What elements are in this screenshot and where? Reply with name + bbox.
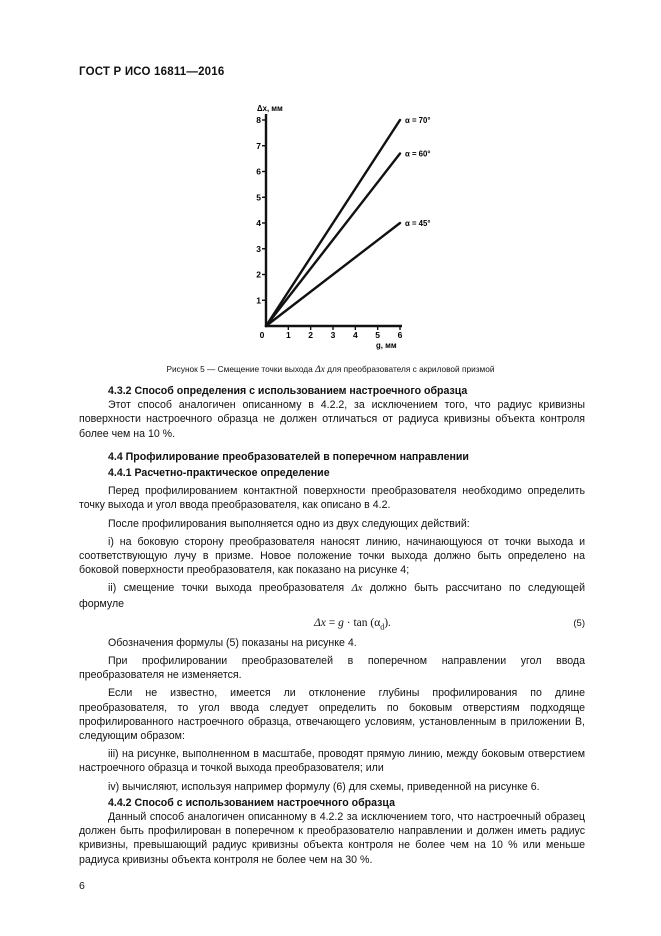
formula-number: (5) <box>573 617 585 629</box>
offset-chart <box>240 98 470 360</box>
caption-suffix: для преобразователя с акриловой призмой <box>324 364 495 374</box>
list-item-iv: iv) вычисляют, используя например формулу (6) для схемы, приведенной на рисунке 6. <box>108 780 540 793</box>
y-tick-label: 5 <box>256 192 261 203</box>
section-4-4-2-title: 4.4.2 Способ с использованием настроечного образца <box>108 796 395 809</box>
y-axis-title: Δx, мм <box>257 104 283 113</box>
caption-variable: Δx <box>315 365 325 375</box>
x-tick-label: 1 <box>285 330 291 340</box>
y-tick-label: 7 <box>256 140 261 151</box>
list-item-ii-pre: ii) смещение точки выхода преобразователя <box>108 582 352 595</box>
section-4-3-2-title: 4.3.2 Способ определения с использованием настроечного образца <box>108 385 468 397</box>
page-number: 6 <box>79 880 85 892</box>
formula-expression: $\Delta x = g \cdot \tan (\alpha_d)$. <box>314 616 391 632</box>
list-item-ii-variable: Δx <box>351 583 363 595</box>
y-tick-label: 2 <box>256 269 261 280</box>
section-4-3-2-body: Этот способ аналогичен описанному в 4.2.2, за исключением того, что радиус кривизны поверхности настроечного образца не должен отличаться от радиуса кривизны объекта контроля более чем на 10 %. <box>79 399 585 440</box>
list-item-iii: iii) на рисунке, выполненном в масштабе, проводят прямую линию, между боковым отверстием настроечного образца и точкой выхода преобразователя; или <box>79 748 585 775</box>
x-tick-label: 2 <box>308 330 314 340</box>
list-item-ii-post: должно быть рассчитано по следующей формуле <box>79 582 585 610</box>
series-label: α = 60° <box>405 149 431 159</box>
list-item-ii <box>79 581 585 610</box>
paragraph: Обозначения формулы (5) показаны на рисунке 4. <box>108 636 357 649</box>
paragraph: Перед профилированием контактной поверхности преобразователя необходимо определить точку выхода и угол ввода преобразователя, как описано в 4.2. <box>79 485 585 512</box>
section-4-4-title: 4.4 Профилирование преобразователей в поперечном направлении <box>108 450 469 463</box>
x-axis-title: g, мм <box>376 341 397 350</box>
series-label: α = 45° <box>405 219 431 228</box>
chart-series <box>266 120 400 326</box>
x-tick-label: 0 <box>259 330 265 340</box>
series-label: α = 70° <box>405 116 431 125</box>
y-tick-label: 4 <box>256 218 261 228</box>
document-body <box>79 384 585 867</box>
document-standard-header: ГОСТ Р ИСО 16811—2016 <box>79 66 225 78</box>
section-4-4-1-title: 4.4.1 Расчетно-практическое определение <box>108 467 330 480</box>
x-tick-label: 4 <box>352 330 358 340</box>
x-tick-label: 3 <box>330 330 336 340</box>
x-tick-label: 6 <box>397 330 403 340</box>
section-4-4-2-body: Данный способ аналогичен описанному в 4.2.2 за исключением того, что настроечный образец должен быть профилирован в поперечном к преобразователю направлении и должен иметь радиус кривизны, превышающий радиус кривизны объекта контроля не более чем на 10 % или меньше радиуса кривизны объекта контроля не более чем на 30 %. <box>79 811 585 866</box>
list-item-i: i) на боковую сторону преобразователя наносят линию, начинающуюся от точки выхода и соответствующую лучу в призме. Новое положение точки выхода должно быть определено на боковой поверхности преобразователя, как показано на рисунке 4; <box>79 535 585 577</box>
y-tick-label: 3 <box>256 243 261 254</box>
paragraph: При профилировании преобразователей в поперечном направлении угол ввода преобразователя не изменяется. <box>79 655 585 682</box>
paragraph: После профилирования выполняется одно из двух следующих действий: <box>108 517 470 530</box>
x-tick-label: 5 <box>375 330 381 340</box>
paragraph: Если не известно, имеется ли отклонение глубины профилирования по длине преобразователя, то угол ввода следует определить по боковым отверстиям подходяще профилированного настроечного образца, отвечающего условиям, установленным в приложении В, следующим образом: <box>79 687 585 743</box>
y-tick-label: 8 <box>256 115 261 125</box>
formula-5 <box>79 614 585 634</box>
y-tick-label: 6 <box>256 166 261 177</box>
caption-prefix: Рисунок 5 — Смещение точки выхода <box>166 364 316 374</box>
y-tick-label: 1 <box>256 295 261 306</box>
figure-caption <box>0 364 661 375</box>
series-line <box>266 120 400 326</box>
